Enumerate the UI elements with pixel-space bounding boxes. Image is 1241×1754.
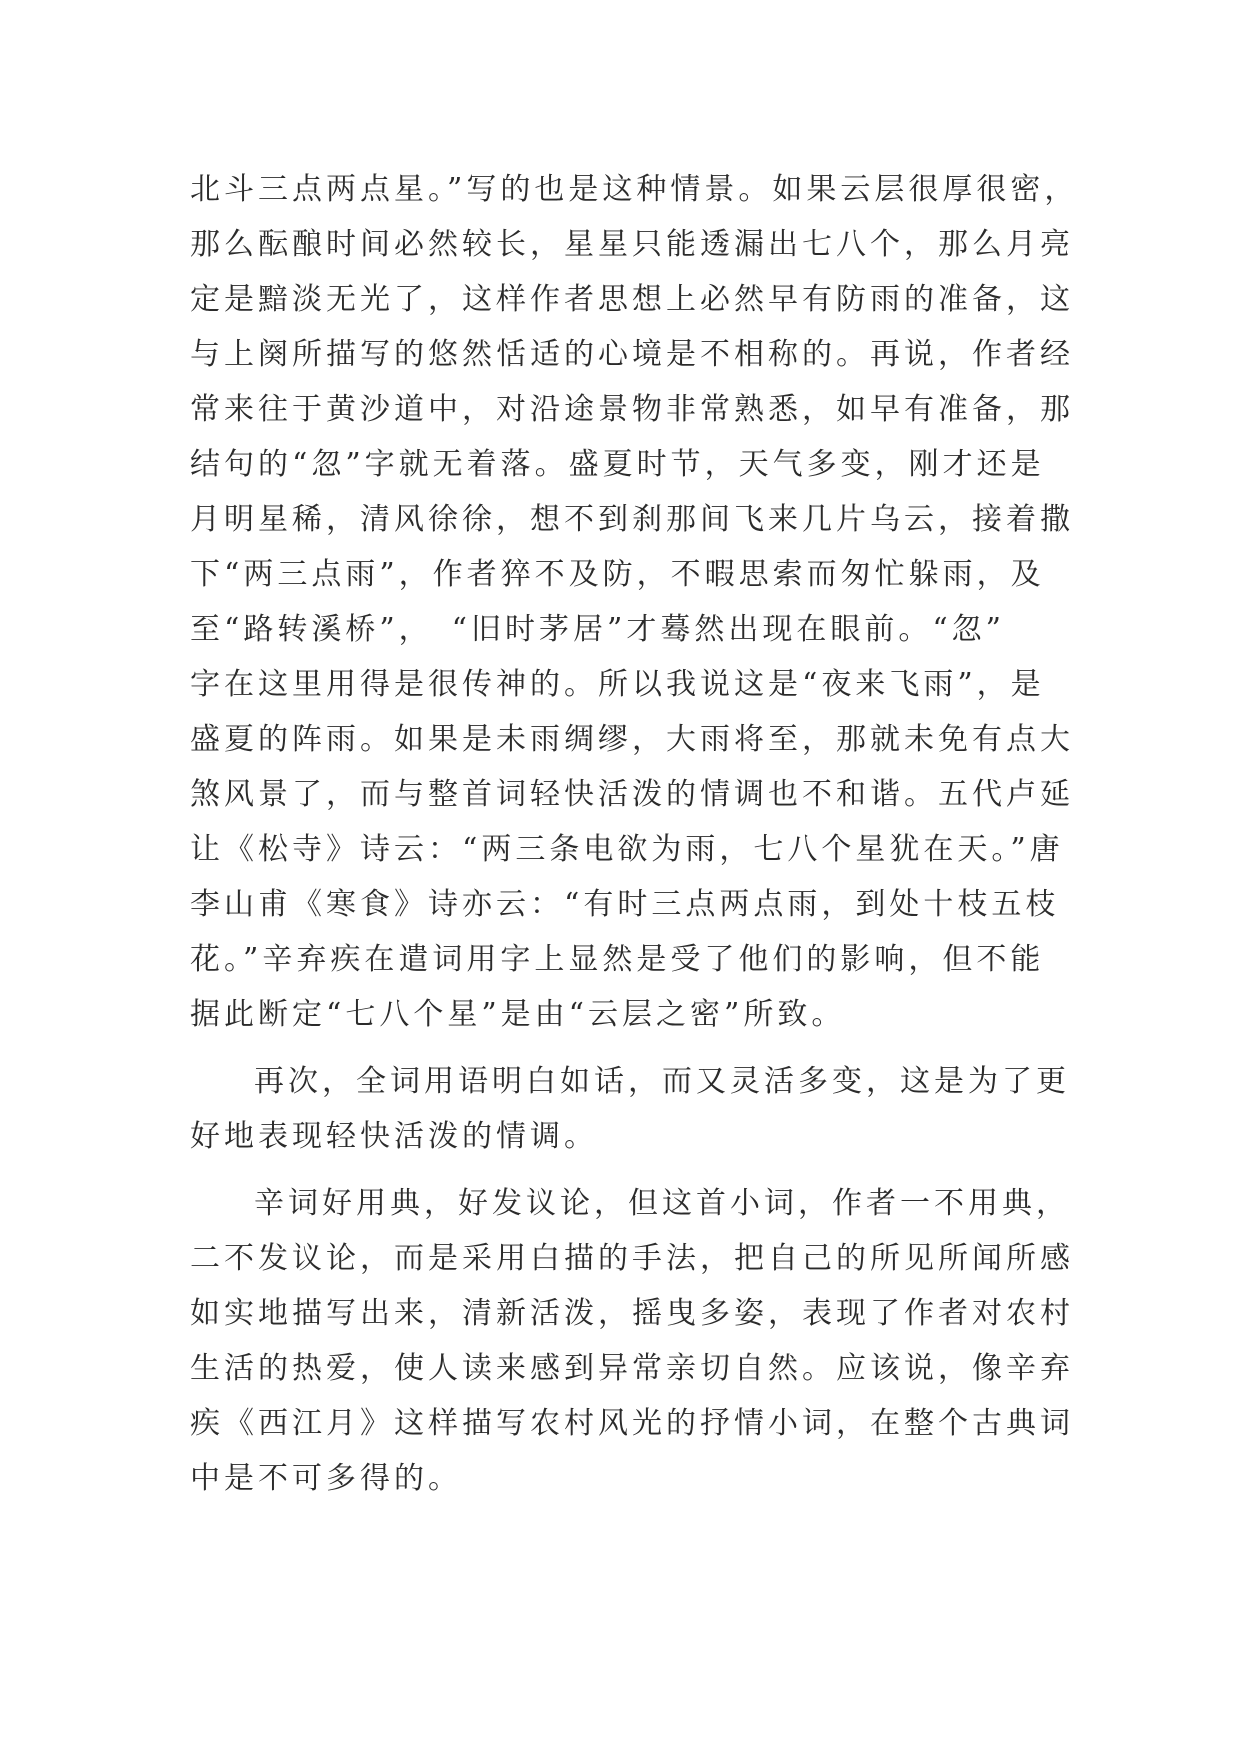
text-line: 好地表现轻快活泼的情调。 xyxy=(190,1119,598,1154)
text-line: 据此断定“七八个星”是由“云层之密”所致。 xyxy=(190,997,846,1032)
text-line: 那么酝酿时间必然较长，星星只能透漏出七八个，那么月亮 xyxy=(190,227,1074,262)
text-line: 定是黯淡无光了，这样作者思想上必然早有防雨的准备，这 xyxy=(190,282,1074,317)
text-line: 李山甫《寒食》诗亦云：“有时三点两点雨，到处十枝五枝 xyxy=(190,887,1060,922)
text-line: 如实地描写出来，清新活泼，摇曳多姿，表现了作者对农村 xyxy=(190,1296,1074,1331)
text-line: 结句的“忽”字就无着落。盛夏时节，天气多变，刚才还是 xyxy=(190,447,1045,482)
paragraph-3 xyxy=(190,1176,1074,1506)
text-line: 花。”辛弃疾在遣词用字上显然是受了他们的影响，但不能 xyxy=(190,942,1045,977)
text-line: 让《松寺》诗云：“两三条电欲为雨，七八个星犹在天。”唐 xyxy=(190,832,1064,867)
text-line: 字在这里用得是很传神的。所以我说这是“夜来飞雨”，是 xyxy=(190,667,1045,702)
text-line: 盛夏的阵雨。如果是未雨绸缪，大雨将至，那就未免有点大 xyxy=(190,722,1074,757)
text-line: 与上阕所描写的悠然恬适的心境是不相称的。再说，作者经 xyxy=(190,337,1074,372)
text-line: 常来往于黄沙道中，对沿途景物非常熟悉，如早有准备，那 xyxy=(190,392,1074,427)
text-line: 煞风景了，而与整首词轻快活泼的情调也不和谐。五代卢延 xyxy=(190,777,1074,812)
text-line: 月明星稀，清风徐徐，想不到刹那间飞来几片乌云，接着撒 xyxy=(190,502,1074,537)
text-line: 中是不可多得的。 xyxy=(190,1461,462,1496)
text-line: 疾《西江月》这样描写农村风光的抒情小词，在整个古典词 xyxy=(190,1406,1074,1441)
text-line: 再次，全词用语明白如话，而又灵活多变，这是为了更 xyxy=(254,1064,1070,1099)
text-line: 二不发议论，而是采用白描的手法，把自己的所见所闻所感 xyxy=(190,1241,1074,1276)
text-line: 辛词好用典，好发议论，但这首小词，作者一不用典， xyxy=(254,1186,1070,1221)
text-line: 生活的热爱，使人读来感到异常亲切自然。应该说，像辛弃 xyxy=(190,1351,1074,1386)
paragraph-2 xyxy=(190,1054,1070,1164)
body-text xyxy=(190,162,1079,1506)
text-line: 北斗三点两点星。”写的也是这种情景。如果云层很厚很密， xyxy=(190,172,1079,207)
text-line: 至“路转溪桥”， “旧时茅居”才蓦然出现在眼前。“忽” xyxy=(190,612,1006,647)
paragraph-1 xyxy=(190,162,1079,1042)
text-line: 下“两三点雨”，作者猝不及防，不暇思索而匆忙躲雨，及 xyxy=(190,557,1045,592)
